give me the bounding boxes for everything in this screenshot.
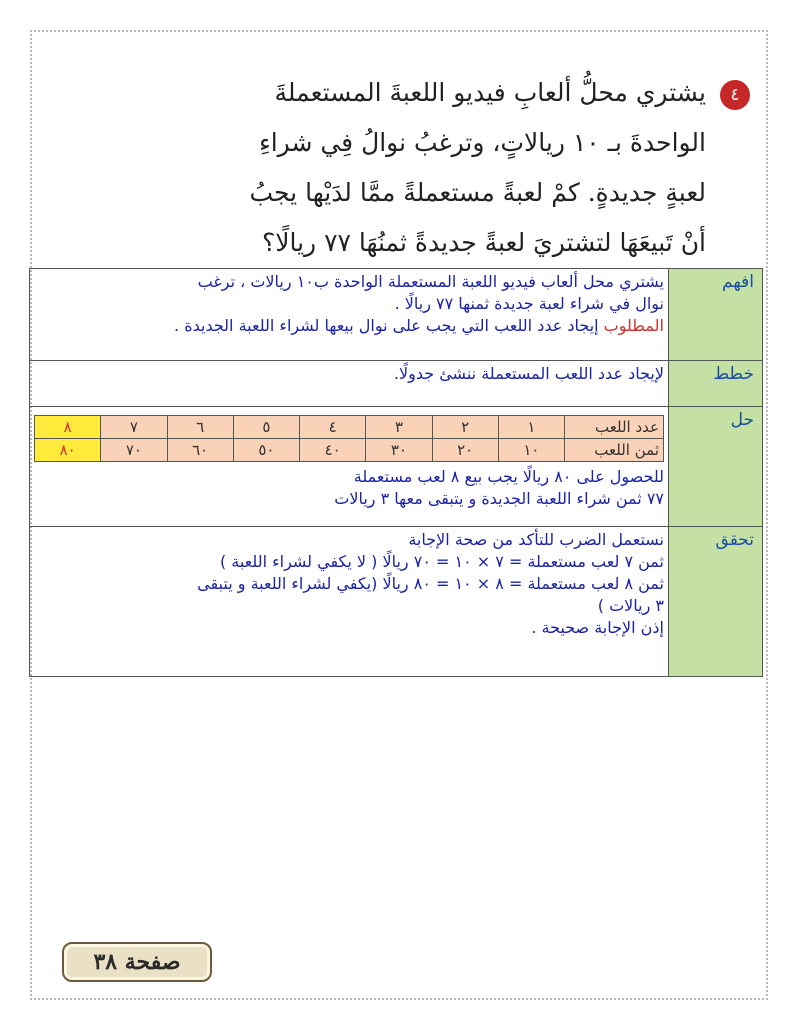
step-content-solve bbox=[30, 407, 669, 527]
table-cell: ٥٠ bbox=[233, 439, 299, 462]
solution-steps-table bbox=[29, 268, 763, 677]
step-row-check bbox=[30, 527, 763, 677]
understand-line-1: يشتري محل ألعاب فيديو اللعبة المستعملة الواحدة ب١٠ ريالات ، ترغب bbox=[197, 272, 664, 291]
check-line-5: إذن الإجابة صحيحة . bbox=[531, 618, 664, 637]
table-cell-highlight: ٨٠ bbox=[35, 439, 101, 462]
table-cell: ١ bbox=[498, 416, 564, 439]
step-label-check: تحقق bbox=[669, 527, 763, 677]
table-cell: ٧ bbox=[101, 416, 167, 439]
problem-number-badge: ٤ bbox=[720, 80, 750, 110]
problem-statement bbox=[60, 68, 750, 268]
games-count-row bbox=[35, 416, 664, 439]
table-cell: ٤٠ bbox=[300, 439, 366, 462]
games-price-row bbox=[35, 439, 664, 462]
games-price-table bbox=[34, 415, 664, 462]
page-number-badge: صفحة ٣٨ bbox=[62, 942, 212, 982]
games-price-header: ثمن اللعب bbox=[565, 439, 664, 462]
table-cell-highlight: ٨ bbox=[35, 416, 101, 439]
problem-line-3: لعبةٍ جديدةٍ. كمْ لعبةً مستعملةً ممَّا لدَيْها يجبُ bbox=[249, 178, 706, 207]
understand-line-2: نوال في شراء لعبة جديدة ثمنها ٧٧ ريالًا . bbox=[394, 294, 664, 313]
problem-line-2: الواحدةَ بـ ١٠ ريالاتٍ، وترغبُ نوالُ فِي شراءِ bbox=[258, 128, 706, 157]
step-row-understand bbox=[30, 269, 763, 361]
step-content-understand bbox=[30, 269, 669, 361]
step-content-plan bbox=[30, 361, 669, 407]
table-cell: ٦٠ bbox=[167, 439, 233, 462]
table-cell: ٣٠ bbox=[366, 439, 432, 462]
check-line-2: ثمن ٧ لعب مستعملة = ٧ × ١٠ = ٧٠ ريالًا ( لا يكفي لشراء اللعبة ) bbox=[219, 552, 664, 571]
games-count-header: عدد اللعب bbox=[565, 416, 664, 439]
table-cell: ٤ bbox=[300, 416, 366, 439]
table-cell: ٦ bbox=[167, 416, 233, 439]
plan-text: لإيجاد عدد اللعب المستعملة ننشئ جدولًا. bbox=[393, 364, 664, 383]
table-cell: ١٠ bbox=[498, 439, 564, 462]
table-cell: ٢٠ bbox=[432, 439, 498, 462]
table-cell: ٧٠ bbox=[101, 439, 167, 462]
step-label-plan: خطط bbox=[669, 361, 763, 407]
table-cell: ٢ bbox=[432, 416, 498, 439]
check-line-4: ٣ ريالات ) bbox=[597, 596, 664, 615]
problem-line-4: أنْ تَبيعَهَا لتشتريَ لعبةً جديدةً ثمنُهَا ٧٧ ريالًا؟ bbox=[261, 228, 706, 257]
required-label: المطلوب bbox=[603, 316, 664, 335]
step-content-check bbox=[30, 527, 669, 677]
solve-line-2: ٧٧ ثمن شراء اللعبة الجديدة و يتبقى معها ٣ ريالات bbox=[334, 489, 664, 508]
step-label-solve: حل bbox=[669, 407, 763, 527]
table-cell: ٥ bbox=[233, 416, 299, 439]
solve-line-1: للحصول على ٨٠ ريالًا يجب بيع ٨ لعب مستعملة bbox=[353, 467, 664, 486]
problem-text-1: يشتري محلُّ ألعابِ فيديو اللعبةَ المستعملةَ bbox=[274, 78, 706, 107]
understand-required bbox=[34, 315, 664, 337]
problem-line-1 bbox=[60, 68, 750, 118]
check-line-3: ثمن ٨ لعب مستعملة = ٨ × ١٠ = ٨٠ ريالًا (يكفي لشراء اللعبة و يتبقى bbox=[197, 574, 664, 593]
required-text: إيجاد عدد اللعب التي يجب على نوال بيعها لشراء اللعبة الجديدة . bbox=[174, 316, 604, 335]
step-label-understand: افهم bbox=[669, 269, 763, 361]
table-cell: ٣ bbox=[366, 416, 432, 439]
check-line-1: نستعمل الضرب للتأكد من صحة الإجابة bbox=[408, 530, 664, 549]
step-row-plan bbox=[30, 361, 763, 407]
step-row-solve bbox=[30, 407, 763, 527]
